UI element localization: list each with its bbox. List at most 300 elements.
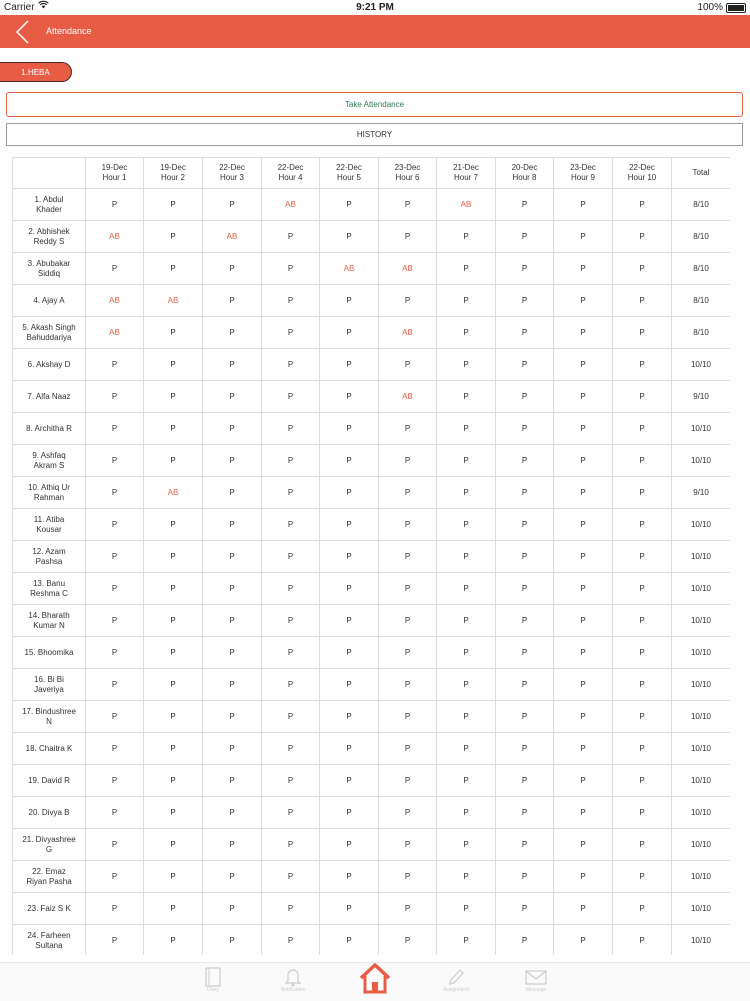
attendance-mark-cell: P <box>613 253 672 285</box>
attendance-mark-cell: P <box>379 285 437 317</box>
table-row <box>13 477 731 509</box>
attendance-mark-cell: P <box>613 221 672 253</box>
assignment-tab-label: Assignment <box>442 987 470 993</box>
message-tab[interactable] <box>506 963 566 1001</box>
attendance-mark-cell: P <box>203 349 262 381</box>
student-name-line: 9. Ashfaq <box>32 450 66 460</box>
attendance-mark-cell: P <box>320 541 379 573</box>
attendance-mark-cell: P <box>320 861 379 893</box>
attendance-mark-cell: P <box>203 669 262 701</box>
student-name-cell <box>13 861 86 893</box>
student-name-line: N <box>46 716 52 726</box>
total-cell: 9/10 <box>672 477 731 509</box>
attendance-mark-cell: P <box>554 701 613 733</box>
table-body <box>13 189 731 956</box>
attendance-mark-cell: P <box>203 445 262 477</box>
attendance-mark-cell: P <box>86 189 144 221</box>
student-name-line: Pashsa <box>35 556 63 566</box>
attendance-mark-cell: P <box>554 637 613 669</box>
assignment-tab[interactable] <box>426 963 486 1001</box>
attendance-mark-cell: P <box>320 797 379 829</box>
header-date: 21-Dec <box>453 163 479 172</box>
attendance-mark-cell: P <box>613 509 672 541</box>
student-name-cell <box>13 605 86 637</box>
attendance-mark-cell: P <box>437 765 496 797</box>
student-name-line: 20. Divya B <box>28 807 70 817</box>
student-name-line: Kumar N <box>33 620 65 630</box>
attendance-mark-cell: P <box>203 701 262 733</box>
attendance-mark-cell: P <box>144 893 203 925</box>
attendance-mark-cell: P <box>554 573 613 605</box>
student-name-cell <box>13 925 86 956</box>
attendance-mark-cell: P <box>554 189 613 221</box>
attendance-mark-cell: P <box>437 221 496 253</box>
attendance-mark-cell: P <box>144 925 203 956</box>
student-name-line: 24. Farheen <box>27 930 71 940</box>
attendance-mark-cell: P <box>554 221 613 253</box>
student-name-cell <box>13 477 86 509</box>
attendance-mark-cell: P <box>144 733 203 765</box>
attendance-mark-cell: P <box>203 509 262 541</box>
table-row <box>13 573 731 605</box>
attendance-mark-cell: P <box>144 381 203 413</box>
attendance-mark-cell: P <box>437 445 496 477</box>
attendance-mark-cell: P <box>262 317 320 349</box>
attendance-mark-cell: P <box>203 317 262 349</box>
attendance-mark-cell: P <box>554 925 613 956</box>
attendance-mark-cell: P <box>496 221 554 253</box>
student-name-line: 15. Bhoomika <box>24 647 74 657</box>
attendance-mark-cell: P <box>320 381 379 413</box>
attendance-mark-cell: P <box>320 477 379 509</box>
total-cell: 10/10 <box>672 669 731 701</box>
student-name-cell <box>13 253 86 285</box>
attendance-mark-cell: P <box>203 829 262 861</box>
attendance-mark-cell: P <box>496 541 554 573</box>
header-date: 19-Dec <box>160 163 186 172</box>
attendance-mark-cell: P <box>379 925 437 956</box>
attendance-mark-cell: P <box>262 285 320 317</box>
attendance-mark-cell: P <box>554 317 613 349</box>
take-attendance-button[interactable]: Take Attendance <box>6 92 743 117</box>
attendance-mark-cell: P <box>496 637 554 669</box>
attendance-mark-cell: P <box>496 445 554 477</box>
student-name-cell <box>13 669 86 701</box>
header-hour-cell <box>554 158 613 189</box>
attendance-mark-cell: P <box>379 765 437 797</box>
attendance-mark-cell: P <box>262 509 320 541</box>
history-button[interactable]: HISTORY <box>6 123 743 146</box>
total-cell: 8/10 <box>672 285 731 317</box>
student-name-cell <box>13 349 86 381</box>
attendance-mark-cell: P <box>86 253 144 285</box>
header-date: 22-Dec <box>629 163 655 172</box>
attendance-mark-cell: P <box>379 637 437 669</box>
attendance-mark-cell: P <box>320 573 379 605</box>
clock: 9:21 PM <box>356 2 394 13</box>
attendance-mark-cell: P <box>379 445 437 477</box>
attendance-mark-cell: P <box>262 861 320 893</box>
attendance-mark-cell: P <box>496 829 554 861</box>
header-date: 22-Dec <box>277 163 304 172</box>
attendance-mark-cell: P <box>320 765 379 797</box>
total-cell: 10/10 <box>672 701 731 733</box>
attendance-mark-cell: P <box>554 445 613 477</box>
total-cell: 10/10 <box>672 893 731 925</box>
attendance-mark-cell: P <box>437 477 496 509</box>
attendance-mark-cell: P <box>613 829 672 861</box>
total-cell: 10/10 <box>672 573 731 605</box>
student-name-cell <box>13 733 86 765</box>
student-name-line: 1. Abdul <box>34 194 64 204</box>
student-name-cell <box>13 797 86 829</box>
attendance-mark-cell: P <box>144 605 203 637</box>
total-cell: 10/10 <box>672 605 731 637</box>
diary-tab-label: Diary <box>207 987 219 993</box>
attendance-mark-cell: P <box>554 477 613 509</box>
attendance-mark-cell: P <box>496 701 554 733</box>
total-cell: 10/10 <box>672 861 731 893</box>
attendance-mark-cell: P <box>262 701 320 733</box>
attendance-mark-cell: P <box>613 925 672 956</box>
student-name-line: Reddy S <box>33 236 65 246</box>
battery-percent: 100% <box>697 2 723 13</box>
attendance-table-container[interactable] <box>12 157 730 955</box>
attendance-mark-cell: P <box>262 605 320 637</box>
total-cell: 10/10 <box>672 925 731 956</box>
attendance-table <box>12 157 730 955</box>
total-cell: 10/10 <box>672 349 731 381</box>
attendance-mark-cell: P <box>437 509 496 541</box>
attendance-mark-cell: P <box>320 445 379 477</box>
table-row <box>13 253 731 285</box>
student-name-cell <box>13 285 86 317</box>
attendance-mark-cell: P <box>262 349 320 381</box>
attendance-mark-cell: P <box>262 925 320 956</box>
student-name-cell <box>13 829 86 861</box>
attendance-mark-cell: AB <box>379 381 437 413</box>
attendance-mark-cell: P <box>144 317 203 349</box>
student-name-line: 6. Akshay D <box>27 359 71 369</box>
attendance-mark-cell: P <box>554 669 613 701</box>
attendance-mark-cell: P <box>86 541 144 573</box>
attendance-mark-cell: P <box>379 413 437 445</box>
attendance-mark-cell: P <box>437 637 496 669</box>
attendance-mark-cell: P <box>613 605 672 637</box>
attendance-mark-cell: P <box>144 189 203 221</box>
attendance-mark-cell: P <box>320 669 379 701</box>
student-name-line: 2. Abhishek <box>28 226 70 236</box>
attendance-mark-cell: P <box>613 541 672 573</box>
teacher-badge[interactable]: 1.HEBA <box>0 62 72 82</box>
attendance-mark-cell: P <box>554 413 613 445</box>
attendance-mark-cell: P <box>554 253 613 285</box>
table-row <box>13 189 731 221</box>
header-hour-cell <box>379 158 437 189</box>
attendance-mark-cell: P <box>379 573 437 605</box>
attendance-mark-cell: AB <box>144 285 203 317</box>
table-row <box>13 221 731 253</box>
attendance-mark-cell: P <box>320 605 379 637</box>
attendance-mark-cell: P <box>496 733 554 765</box>
table-row <box>13 765 731 797</box>
attendance-mark-cell: P <box>613 317 672 349</box>
total-cell: 8/10 <box>672 317 731 349</box>
attendance-mark-cell: P <box>144 253 203 285</box>
student-name-line: 17. Bindushree <box>22 706 76 716</box>
header-date: 22-Dec <box>219 163 245 172</box>
attendance-mark-cell: P <box>379 669 437 701</box>
attendance-mark-cell: P <box>144 701 203 733</box>
student-name-line: Reshma C <box>30 588 68 598</box>
attendance-mark-cell: P <box>613 893 672 925</box>
header-hour-cell <box>86 158 144 189</box>
table-row <box>13 925 731 956</box>
student-name-line: Riyan Pasha <box>26 876 72 886</box>
tab-bar <box>0 962 750 1001</box>
header-hour-cell <box>320 158 379 189</box>
total-cell: 10/10 <box>672 541 731 573</box>
attendance-mark-cell: P <box>86 733 144 765</box>
total-cell: 8/10 <box>672 253 731 285</box>
attendance-mark-cell: P <box>203 925 262 956</box>
student-name-line: 18. Chaitra K <box>25 743 73 753</box>
attendance-mark-cell: P <box>320 925 379 956</box>
attendance-mark-cell: P <box>144 445 203 477</box>
attendance-mark-cell: P <box>86 349 144 381</box>
attendance-mark-cell: P <box>379 349 437 381</box>
attendance-mark-cell: P <box>203 797 262 829</box>
attendance-mark-cell: P <box>554 381 613 413</box>
attendance-mark-cell: P <box>554 349 613 381</box>
student-name-line: 11. Atiba <box>33 514 65 524</box>
attendance-mark-cell: P <box>554 509 613 541</box>
attendance-mark-cell: P <box>320 509 379 541</box>
total-cell: 10/10 <box>672 637 731 669</box>
total-cell: 10/10 <box>672 765 731 797</box>
bell-icon <box>263 967 323 987</box>
table-header-row <box>13 158 731 189</box>
attendance-mark-cell: P <box>86 381 144 413</box>
header-hour: Hour 9 <box>570 173 595 182</box>
table-row <box>13 349 731 381</box>
attendance-mark-cell: P <box>86 573 144 605</box>
attendance-mark-cell: AB <box>86 317 144 349</box>
attendance-mark-cell: P <box>262 253 320 285</box>
student-name-cell <box>13 317 86 349</box>
table-row <box>13 861 731 893</box>
table-row <box>13 893 731 925</box>
header-hour-cell <box>437 158 496 189</box>
attendance-mark-cell: P <box>437 733 496 765</box>
attendance-mark-cell: P <box>613 413 672 445</box>
attendance-mark-cell: P <box>613 701 672 733</box>
attendance-mark-cell: P <box>496 573 554 605</box>
attendance-mark-cell: P <box>496 317 554 349</box>
attendance-mark-cell: P <box>203 381 262 413</box>
attendance-mark-cell: P <box>320 349 379 381</box>
attendance-mark-cell: P <box>613 349 672 381</box>
attendance-mark-cell: P <box>496 605 554 637</box>
attendance-mark-cell: P <box>144 509 203 541</box>
attendance-mark-cell: P <box>86 925 144 956</box>
student-name-line: 22. Emaz <box>32 866 66 876</box>
table-row <box>13 445 731 477</box>
attendance-mark-cell: P <box>437 861 496 893</box>
student-name-line: Javeriya <box>34 684 64 694</box>
attendance-mark-cell: P <box>437 669 496 701</box>
student-name-line: Khader <box>36 204 62 214</box>
student-name-line: 7. Alfa Naaz <box>27 391 71 401</box>
attendance-mark-cell: AB <box>379 317 437 349</box>
header-name-cell <box>13 158 86 189</box>
back-arrow-icon[interactable] <box>12 18 36 46</box>
attendance-mark-cell: P <box>320 221 379 253</box>
attendance-mark-cell: P <box>262 637 320 669</box>
table-row <box>13 797 731 829</box>
attendance-mark-cell: P <box>203 765 262 797</box>
attendance-mark-cell: P <box>144 829 203 861</box>
attendance-mark-cell: P <box>554 733 613 765</box>
attendance-mark-cell: AB <box>379 253 437 285</box>
attendance-mark-cell: P <box>379 893 437 925</box>
attendance-mark-cell: P <box>554 797 613 829</box>
home-tab[interactable] <box>345 957 405 995</box>
student-name-line: 12. Azam <box>32 546 66 556</box>
attendance-mark-cell: P <box>379 797 437 829</box>
table-row <box>13 381 731 413</box>
student-name-line: 21. Divyashree <box>22 834 76 844</box>
total-cell: 8/10 <box>672 189 731 221</box>
attendance-mark-cell: P <box>613 381 672 413</box>
student-name-cell <box>13 413 86 445</box>
battery-icon <box>726 3 746 13</box>
student-name-line: 8. Architha R <box>26 423 72 433</box>
attendance-mark-cell: P <box>203 637 262 669</box>
attendance-mark-cell: P <box>437 317 496 349</box>
attendance-mark-cell: P <box>496 477 554 509</box>
total-cell: 8/10 <box>672 221 731 253</box>
attendance-mark-cell: P <box>554 893 613 925</box>
attendance-mark-cell: P <box>554 829 613 861</box>
total-cell: 10/10 <box>672 445 731 477</box>
table-row <box>13 637 731 669</box>
attendance-mark-cell: P <box>86 829 144 861</box>
table-row <box>13 285 731 317</box>
attendance-mark-cell: P <box>437 541 496 573</box>
total-cell: 10/10 <box>672 733 731 765</box>
notification-tab[interactable] <box>263 963 323 1001</box>
table-row <box>13 605 731 637</box>
pencil-icon <box>426 967 486 987</box>
attendance-mark-cell: P <box>203 253 262 285</box>
attendance-mark-cell: P <box>496 765 554 797</box>
attendance-mark-cell: P <box>262 221 320 253</box>
attendance-mark-cell: P <box>203 285 262 317</box>
student-name-line: Bahuddariya <box>26 332 72 342</box>
attendance-mark-cell: P <box>613 733 672 765</box>
attendance-mark-cell: P <box>496 189 554 221</box>
attendance-mark-cell: P <box>320 317 379 349</box>
envelope-icon <box>506 967 566 987</box>
attendance-mark-cell: P <box>203 413 262 445</box>
attendance-mark-cell: P <box>437 605 496 637</box>
header-date: 23-Dec <box>394 163 421 172</box>
student-name-cell <box>13 541 86 573</box>
student-name-cell <box>13 381 86 413</box>
attendance-mark-cell: P <box>262 733 320 765</box>
attendance-mark-cell: P <box>262 573 320 605</box>
table-row <box>13 509 731 541</box>
attendance-mark-cell: P <box>86 861 144 893</box>
header-date: 22-Dec <box>336 163 362 172</box>
header-date: 23-Dec <box>570 163 596 172</box>
attendance-mark-cell: P <box>262 669 320 701</box>
student-name-line: Rahman <box>33 492 65 502</box>
attendance-mark-cell: P <box>437 285 496 317</box>
attendance-mark-cell: P <box>320 829 379 861</box>
attendance-mark-cell: P <box>262 541 320 573</box>
student-name-cell <box>13 509 86 541</box>
attendance-mark-cell: P <box>379 605 437 637</box>
student-name-cell <box>13 637 86 669</box>
attendance-mark-cell: P <box>86 445 144 477</box>
attendance-mark-cell: AB <box>86 285 144 317</box>
attendance-mark-cell: P <box>320 893 379 925</box>
attendance-mark-cell: P <box>554 861 613 893</box>
table-row <box>13 413 731 445</box>
attendance-mark-cell: P <box>613 765 672 797</box>
student-name-cell <box>13 221 86 253</box>
attendance-mark-cell: P <box>496 349 554 381</box>
attendance-mark-cell: P <box>262 765 320 797</box>
student-name-line: 19. David R <box>28 775 70 785</box>
attendance-mark-cell: AB <box>437 189 496 221</box>
attendance-mark-cell: P <box>379 861 437 893</box>
header-hour: Hour 8 <box>512 173 537 182</box>
table-row <box>13 669 731 701</box>
attendance-mark-cell: P <box>437 893 496 925</box>
attendance-mark-cell: P <box>613 669 672 701</box>
diary-tab[interactable] <box>183 963 243 1001</box>
header-hour-cell <box>496 158 554 189</box>
attendance-mark-cell: P <box>86 477 144 509</box>
student-name-line: Kousar <box>36 524 62 534</box>
attendance-mark-cell: P <box>86 797 144 829</box>
header-hour: Hour 6 <box>395 173 420 182</box>
attendance-mark-cell: P <box>262 829 320 861</box>
attendance-mark-cell: P <box>144 861 203 893</box>
student-name-cell <box>13 893 86 925</box>
attendance-mark-cell: P <box>320 285 379 317</box>
attendance-mark-cell: P <box>379 221 437 253</box>
student-name-line: 10. Athiq Ur <box>28 482 70 492</box>
attendance-mark-cell: P <box>613 445 672 477</box>
attendance-mark-cell: P <box>262 381 320 413</box>
header-hour-cell <box>144 158 203 189</box>
total-cell: 10/10 <box>672 829 731 861</box>
message-tab-label: Message <box>525 987 547 993</box>
attendance-mark-cell: P <box>496 669 554 701</box>
attendance-mark-cell: P <box>379 733 437 765</box>
attendance-mark-cell: P <box>496 413 554 445</box>
attendance-mark-cell: P <box>437 349 496 381</box>
total-cell: 10/10 <box>672 413 731 445</box>
attendance-mark-cell: P <box>437 253 496 285</box>
attendance-mark-cell: P <box>203 733 262 765</box>
attendance-mark-cell: P <box>496 509 554 541</box>
attendance-mark-cell: AB <box>262 189 320 221</box>
